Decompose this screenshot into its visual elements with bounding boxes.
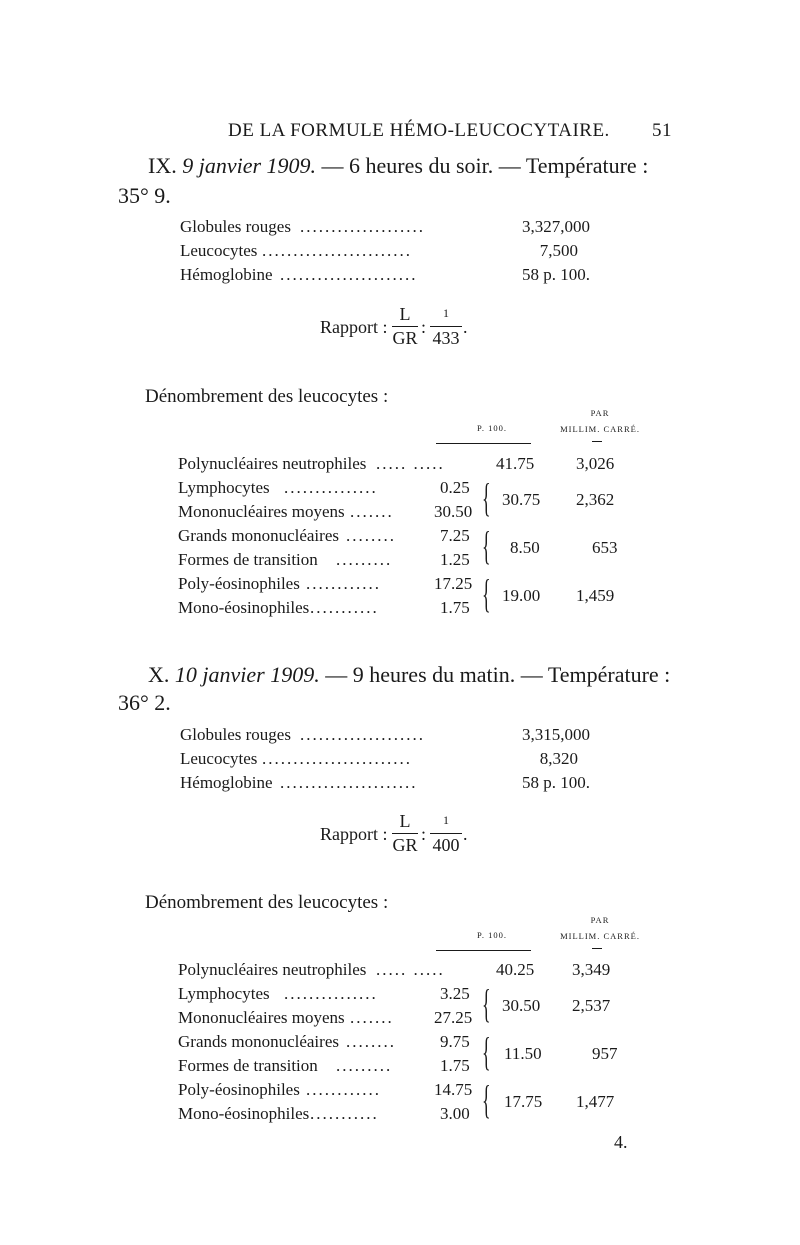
- entry-date: 10 janvier 1909.: [174, 662, 320, 687]
- percent-value: 1.25: [440, 550, 470, 569]
- cell-type-label: Mononucléaires moyens: [178, 502, 345, 521]
- group-sum: 30.75: [502, 490, 541, 509]
- group-per-mm: 2,362: [576, 490, 615, 509]
- fraction-bar: [392, 326, 418, 327]
- percent-value: 27.25: [434, 1008, 473, 1027]
- count-row: [178, 960, 648, 984]
- percent-value: 41.75: [496, 454, 535, 473]
- leader-dots: ............: [306, 1080, 381, 1099]
- entry-time: — 9 heures du matin. — Température :: [325, 662, 671, 687]
- blood-value: 7,500: [539, 241, 578, 260]
- group-brace: {: [482, 981, 491, 1026]
- leader-dots: ...........: [310, 598, 379, 617]
- blood-row: [180, 725, 590, 749]
- ratio-denominator: 400: [432, 835, 460, 855]
- column-header-millim: MILLIM. CARRÉ.: [560, 424, 640, 434]
- leader-dots: ......................: [280, 265, 418, 284]
- blood-value: 3,327,000: [522, 217, 590, 236]
- group-sum: 19.00: [502, 586, 541, 605]
- fraction-bar: [430, 326, 462, 327]
- group-brace: {: [482, 571, 491, 616]
- cell-type-label: Mono-éosinophiles: [178, 1104, 310, 1123]
- rapport-formula: [320, 811, 500, 861]
- percent-value: 3.25: [440, 984, 470, 1003]
- group-per-mm: 2,537: [572, 996, 611, 1015]
- rapport-formula: [320, 304, 500, 354]
- ratio-denominator: 433: [432, 328, 460, 348]
- leader-dots: .......: [350, 502, 394, 521]
- per-mm-value: 3,349: [572, 960, 611, 979]
- ratio-colon: :: [421, 824, 427, 844]
- entry-numeral: IX.: [148, 153, 177, 178]
- blood-row: [180, 749, 590, 773]
- cell-type-label: Grands mononucléaires: [178, 526, 339, 545]
- percent-value: 9.75: [440, 1032, 470, 1051]
- blood-label: Leucocytes: [180, 241, 258, 260]
- leader-dots: ....................: [300, 217, 425, 236]
- entry-date: 9 janvier 1909.: [182, 153, 317, 178]
- percent-value: 14.75: [434, 1080, 473, 1099]
- cell-type-label: Mononucléaires moyens: [178, 1008, 345, 1027]
- column-ornament: [436, 443, 531, 444]
- entry-numeral: X.: [148, 662, 170, 687]
- leader-dots: ......................: [280, 773, 418, 792]
- percent-value: 3.00: [440, 1104, 470, 1123]
- leader-dots: ...............: [284, 478, 378, 497]
- blood-label: Hémoglobine: [180, 773, 273, 792]
- fraction-denominator: GR: [392, 835, 418, 855]
- blood-label: Leucocytes: [180, 749, 258, 768]
- leader-dots: ...............: [284, 984, 378, 1003]
- cell-type-label: Polynucléaires neutrophiles: [178, 960, 367, 979]
- cell-type-label: Lymphocytes: [178, 478, 270, 497]
- group-brace: {: [482, 1029, 491, 1074]
- leader-dots: .......: [350, 1008, 394, 1027]
- blood-row: [180, 773, 590, 797]
- count-title: Dénombrement des leucocytes :: [145, 386, 389, 407]
- leader-dots: ....................: [300, 725, 425, 744]
- running-title: DE LA FORMULE HÉMO-LEUCOCYTAIRE.: [228, 120, 610, 141]
- fraction-bar: [392, 833, 418, 834]
- percent-value: 30.50: [434, 502, 473, 521]
- ratio-numerator: 1: [443, 813, 449, 827]
- ratio-period: .: [463, 317, 468, 337]
- group-per-mm: 957: [592, 1044, 618, 1063]
- group-per-mm: 1,459: [576, 586, 615, 605]
- group-sum: 8.50: [510, 538, 540, 557]
- blood-row: [180, 265, 590, 289]
- cell-type-label: Lymphocytes: [178, 984, 270, 1003]
- count-row: [178, 1032, 648, 1056]
- leader-dots: ........: [346, 526, 396, 545]
- blood-label: Hémoglobine: [180, 265, 273, 284]
- column-header-par: PAR: [590, 408, 610, 418]
- column-header-millim: MILLIM. CARRÉ.: [560, 931, 640, 941]
- column-header-p100: P. 100.: [477, 423, 507, 433]
- percent-value: 17.25: [434, 574, 473, 593]
- blood-value: 8,320: [539, 749, 578, 768]
- cell-type-label: Formes de transition: [178, 1056, 318, 1075]
- per-mm-value: 3,026: [576, 454, 615, 473]
- percent-value: 0.25: [440, 478, 470, 497]
- entry-heading: [148, 153, 648, 179]
- cell-type-label: Poly-éosinophiles: [178, 1080, 300, 1099]
- leader-dots: ............: [306, 574, 381, 593]
- signature-mark: 4.: [614, 1132, 628, 1152]
- blood-label: Globules rouges: [180, 725, 291, 744]
- cell-type-label: Polynucléaires neutrophiles: [178, 454, 367, 473]
- group-sum: 11.50: [504, 1044, 542, 1063]
- ratio-period: .: [463, 824, 468, 844]
- percent-value: 1.75: [440, 598, 470, 617]
- blood-value: 58 p. 100.: [522, 773, 590, 792]
- count-row: [178, 526, 648, 550]
- blood-value: 58 p. 100.: [522, 265, 590, 284]
- group-per-mm: 653: [592, 538, 618, 557]
- leader-dots: .........: [336, 1056, 393, 1075]
- cell-type-label: Formes de transition: [178, 550, 318, 569]
- percent-value: 7.25: [440, 526, 470, 545]
- group-per-mm: 1,477: [576, 1092, 615, 1111]
- fraction-numerator: L: [399, 811, 411, 831]
- percent-value: 40.25: [496, 960, 535, 979]
- group-brace: {: [482, 523, 491, 568]
- blood-row: [180, 241, 590, 265]
- column-header-par: PAR: [590, 915, 610, 925]
- group-brace: {: [482, 475, 491, 520]
- page-number: 51: [652, 120, 672, 141]
- count-title: Dénombrement des leucocytes :: [145, 892, 389, 913]
- leader-dots: ........................: [262, 749, 412, 768]
- leader-dots: ..... .....: [376, 960, 445, 979]
- cell-type-label: Mono-éosinophiles: [178, 598, 310, 617]
- entry-time: — 6 heures du soir. — Température :: [321, 153, 649, 178]
- entry-temperature: 36° 2.: [118, 690, 171, 715]
- column-dash: [592, 441, 602, 442]
- leader-dots: ........: [346, 1032, 396, 1051]
- entry-temperature: 35° 9.: [118, 183, 171, 208]
- count-row: [178, 1056, 648, 1080]
- blood-value: 3,315,000: [522, 725, 590, 744]
- group-sum: 17.75: [504, 1092, 543, 1111]
- leader-dots: ..... .....: [376, 454, 445, 473]
- entry-heading: [148, 662, 670, 688]
- leader-dots: ...........: [310, 1104, 379, 1123]
- fraction-bar: [430, 833, 462, 834]
- cell-type-label: Poly-éosinophiles: [178, 574, 300, 593]
- ratio-colon: :: [421, 317, 427, 337]
- percent-value: 1.75: [440, 1056, 470, 1075]
- blood-label: Globules rouges: [180, 217, 291, 236]
- rapport-label: Rapport :: [320, 317, 388, 337]
- leader-dots: .........: [336, 550, 393, 569]
- blood-row: [180, 217, 590, 241]
- fraction-denominator: GR: [392, 328, 418, 348]
- column-ornament: [436, 950, 531, 951]
- column-dash: [592, 948, 602, 949]
- count-row: [178, 454, 648, 478]
- leader-dots: ........................: [262, 241, 412, 260]
- count-row: [178, 550, 648, 574]
- ratio-numerator: 1: [443, 306, 449, 320]
- group-brace: {: [482, 1077, 491, 1122]
- rapport-label: Rapport :: [320, 824, 388, 844]
- fraction-numerator: L: [399, 304, 411, 324]
- cell-type-label: Grands mononucléaires: [178, 1032, 339, 1051]
- group-sum: 30.50: [502, 996, 541, 1015]
- column-header-p100: P. 100.: [477, 930, 507, 940]
